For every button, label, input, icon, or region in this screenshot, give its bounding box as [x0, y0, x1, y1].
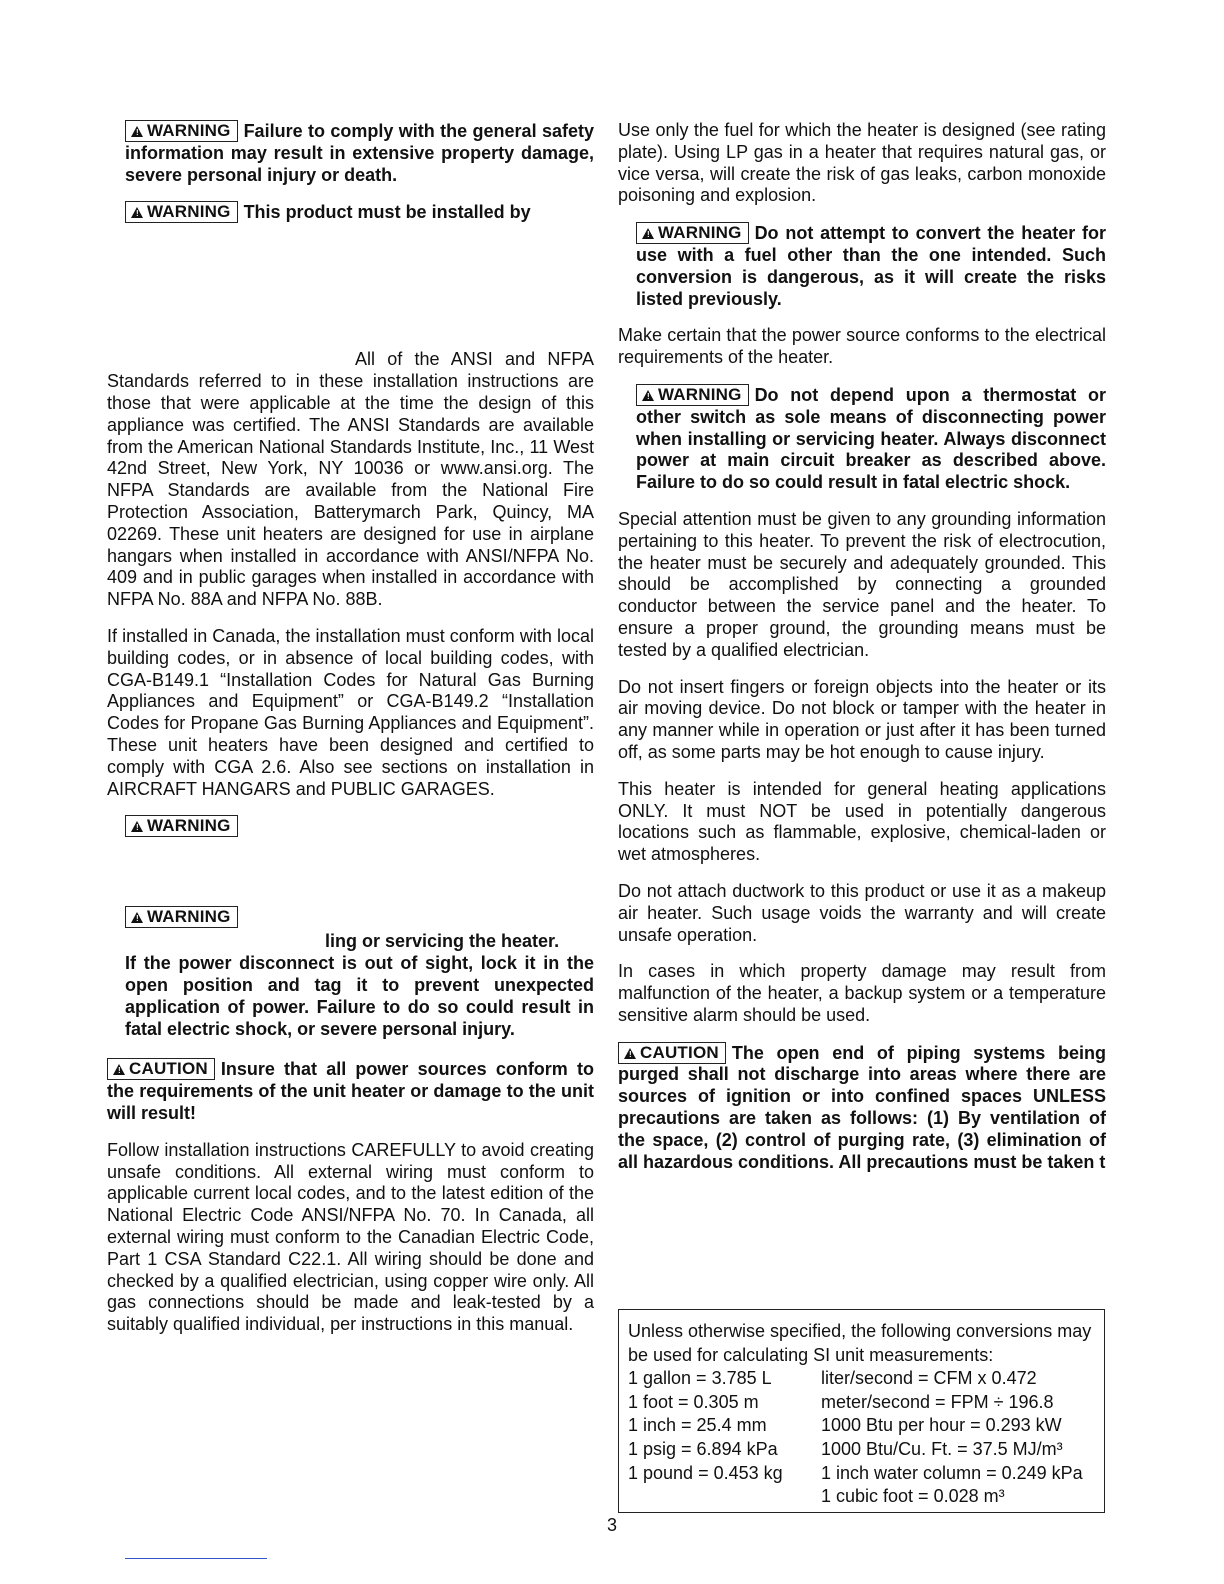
caution-power-sources: ! CAUTION Insure that all power sources conform to the requirements of the unit heater or damage to the unit will result! — [107, 1059, 594, 1123]
fuel-paragraph: Use only the fuel for which the heater is designed (see rating plate). Using LP gas in a heater that requires natural gas, or vice versa, will create the risk of gas leaks, carbon monoxide poisoning and explosion. — [618, 120, 1106, 206]
right-column — [618, 120, 1106, 1188]
conversion-cell: 1 gallon = 3.785 L — [628, 1368, 772, 1389]
conversion-cell: 1 inch water column = 0.249 kPa — [821, 1462, 1083, 1483]
warning-badge: ! WARNING — [125, 201, 238, 223]
conversions-intro: Unless otherwise specified, the following conversions may be used for calculating SI unit measurements: — [628, 1321, 1092, 1365]
page-number: 3 — [606, 1515, 617, 1535]
alert-triangle-icon: ! — [131, 207, 143, 218]
conversion-cell — [628, 1485, 821, 1509]
alert-triangle-icon: ! — [624, 1048, 636, 1059]
warning-thermostat: ! WARNING Do not depend upon a thermostat or other switch as sole means of disconnecting power when installing or servicing heater. Always disconnect power at main circuit breaker as described above. Failure to do so could result in fatal electric shock. — [636, 384, 1106, 493]
conversion-cell: 1000 Btu per hour = 0.293 kW — [821, 1415, 1062, 1436]
warning-convert-fuel: ! WARNING Do not attempt to convert the heater for use with a fuel other than the one intended. Such conversion is dangerous, as it will create the risks listed previously. — [636, 223, 1106, 309]
general-heating-paragraph: This heater is intended for general heating applications ONLY. It must NOT be used in potentially dangerous locations such as flammable, explosive, chemical-laden or wet atmospheres. — [618, 778, 1106, 865]
warning-badge: ! WARNING — [636, 384, 749, 406]
conversion-cell: 1000 Btu/Cu. Ft. = 37.5 MJ/m³ — [821, 1438, 1063, 1459]
warning-blank-1 — [107, 815, 594, 888]
conversion-cell: 1 inch = 25.4 mm — [628, 1415, 767, 1436]
alert-triangle-icon: ! — [131, 912, 143, 923]
ductwork-paragraph: Do not attach ductwork to this product or use it as a makeup air heater. Such usage voids the warranty and will create unsafe operation. — [618, 880, 1106, 945]
caution-purging: ! CAUTION The open end of piping systems being purged shall not discharge into areas where there are sources of ignition or into confined spaces UNLESS precautions are taken as follows: (1) By ventilation of the space, (2) control of purging rate, (3) elimination of all hazardous conditions. All precautions must be taken t — [618, 1042, 1106, 1172]
caution-badge: ! CAUTION — [107, 1058, 215, 1080]
conversions-box — [618, 1309, 1105, 1513]
alert-triangle-icon: ! — [642, 228, 654, 239]
warning-badge: ! WARNING — [636, 222, 749, 244]
canada-paragraph: If installed in Canada, the installation must conform with local building codes, or in absence of local building codes, with CGA-B149.1 “Installation Codes for Natural Gas Burning Appliances and Equipment” or CGA-B149.2 “Installation Codes for Propane Gas Burning Appliances and Equipment”. These unit heaters have been designed and certified to comply with CGA 2.6. Also see sections on installation in AIRCRAFT HANGARS and PUBLIC GARAGES. — [107, 625, 594, 799]
power-source-paragraph: Make certain that the power source conforms to the electrical requirements of the heater. — [618, 325, 1106, 368]
conversion-cell: meter/second = FPM ÷ 196.8 — [821, 1391, 1054, 1412]
conversion-cell: 1 foot = 0.305 m — [628, 1391, 759, 1412]
warning-installed-by: ! WARNING This product must be installed by — [107, 201, 594, 334]
caution-badge: ! CAUTION — [618, 1042, 726, 1064]
alert-triangle-icon: ! — [131, 126, 143, 137]
conversion-cell: 1 psig = 6.894 kPa — [628, 1438, 778, 1459]
warning-general-safety: ! WARNING Failure to comply with the general safety information may result in extensive property damage, severe personal injury or death. — [125, 121, 594, 185]
warning-badge: ! WARNING — [125, 906, 238, 928]
alert-triangle-icon: ! — [642, 390, 654, 401]
warning-disconnect-power: ! WARNING ling or servicing the heater. If the power disconnect is out of sight, lock it in the open position and tag it to prevent unexpected application of power. Failure to do so could result in fatal electric shock, or severe personal injury. — [125, 907, 594, 1040]
footer-link-rule — [125, 1558, 267, 1559]
follow-instructions-paragraph: Follow installation instructions CAREFULLY to avoid creating unsafe conditions. All external wiring must conform to applicable current local codes, and to the latest edition of the National Electric Code ANSI/NFPA No. 70. In Canada, all external wiring must conform to the Canadian Electric Code, Part 1 CSA Standard C22.1. All wiring should be done and checked by a qualified electrician, using copper wire only. All gas connections should be made and leak-tested by a suitably qualified individual, per instructions in this manual. — [107, 1139, 594, 1335]
alert-triangle-icon: ! — [131, 821, 143, 832]
conversion-cell: liter/second = CFM x 0.472 — [821, 1368, 1037, 1389]
conversion-cell: 1 cubic foot = 0.028 m³ — [821, 1486, 1005, 1507]
conversions-table — [628, 1367, 1095, 1509]
conversion-cell: 1 pound = 0.453 kg — [628, 1462, 783, 1483]
warning-badge: ! WARNING — [125, 120, 238, 142]
left-column — [107, 120, 594, 1351]
backup-paragraph: In cases in which property damage may result from malfunction of the heater, a backup system or a temperature sensitive alarm should be used. — [618, 961, 1106, 1025]
ansi-nfpa-paragraph: All of the ANSI and NFPA Standards referred to in these installation instructions are those that were applicable at the time the design of this appliance was certified. The ANSI Standards are available from the American National Standards Institute, Inc., 11 West 42nd Street, New York, NY 10036 or www.ansi.org. The NFPA Standards are available from the National Fire Protection Association, Batterymarch Park, Quincy, MA 02269. These unit heaters are designed for use in airplane hangars when installed in accordance with ANSI/NFPA No. 409 and in public garages when installed in accordance with NFPA No. 88A and NFPA No. 88B. — [107, 349, 594, 610]
fingers-paragraph: Do not insert fingers or foreign objects into the heater or its air moving device. Do not block or tamper with the heater in any manner while in operation or just after it has been turned off, as some parts may be hot enough to cause injury. — [618, 676, 1106, 762]
alert-triangle-icon: ! — [113, 1064, 125, 1075]
warning-badge: ! WARNING — [125, 815, 238, 837]
grounding-paragraph: Special attention must be given to any grounding information pertaining to this heater. To prevent the risk of electrocution, the heater must be securely and adequately grounded. This should be accomplished by connecting a grounded conductor between the service panel and the heater. To ensure a proper ground, the grounding means must be tested by a qualified electrician. — [618, 508, 1106, 660]
